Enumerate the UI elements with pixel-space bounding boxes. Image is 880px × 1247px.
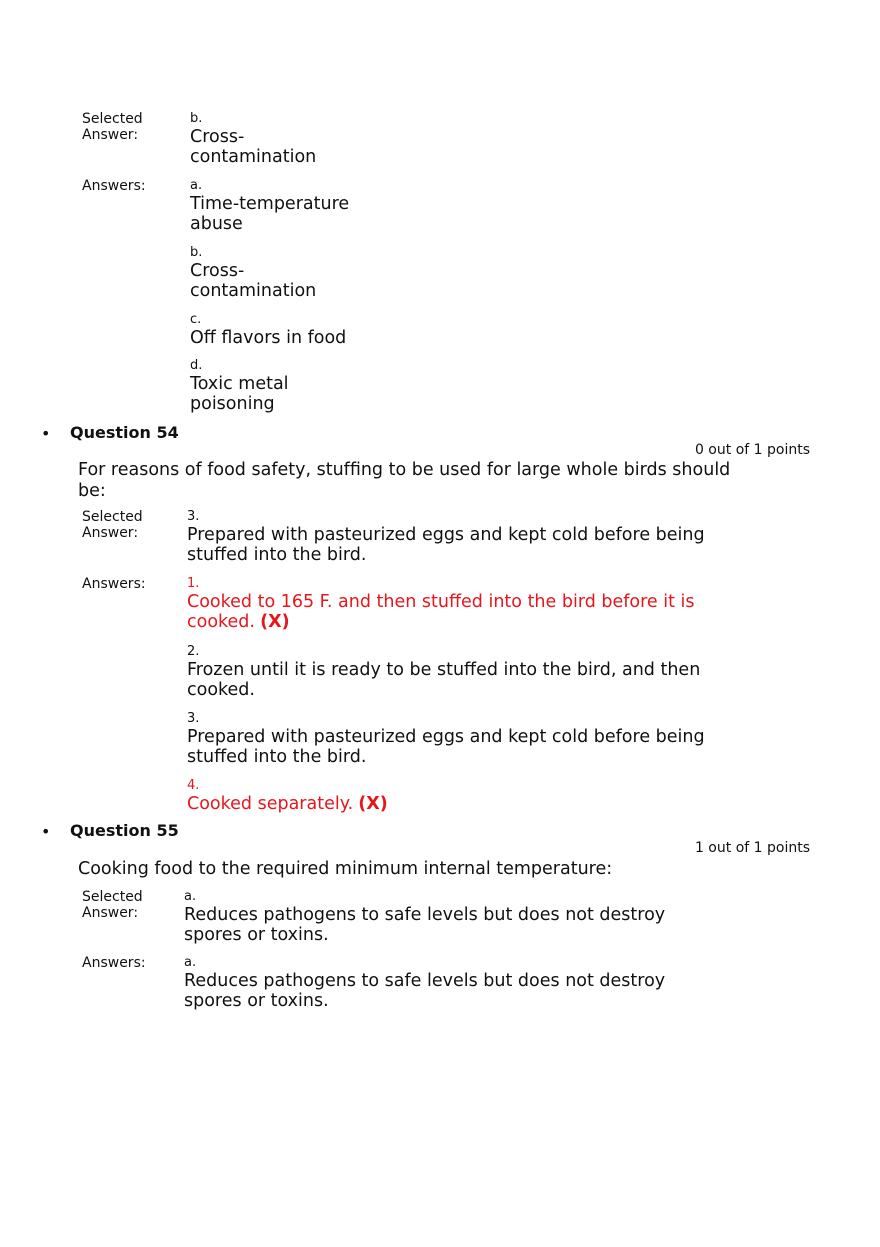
option-letter: d.: [190, 358, 203, 373]
option-text: Prepared with pasteurized eggs and kept cold before being stuffed into the bird.: [187, 525, 705, 565]
answers-label: Answers:: [82, 576, 146, 592]
answer-option-c: [190, 312, 390, 348]
option-text: Frozen until it is ready to be stuffed into the bird, and then cooked.: [187, 660, 701, 700]
option-letter: 2.: [187, 644, 200, 659]
answer-option-2: [187, 644, 727, 700]
question-54-title: Question 54: [70, 423, 179, 442]
answers-label: Answers:: [82, 955, 146, 971]
option-text: Cross-contamination: [190, 127, 317, 167]
option-text: Prepared with pasteurized eggs and kept cold before being stuffed into the bird.: [187, 727, 705, 767]
option-letter: 1.: [187, 576, 200, 591]
answer-option-4: [187, 778, 727, 814]
answer-option-3: [187, 711, 727, 767]
answer-option-a: [190, 178, 350, 234]
option-text: Reduces pathogens to safe levels but does not destroy spores or toxins.: [184, 905, 666, 945]
selected-answer-label: Selected Answer:: [82, 889, 143, 921]
selected-answer: [190, 111, 350, 167]
option-letter: b.: [190, 111, 203, 126]
option-text: Off flavors in food: [190, 328, 347, 348]
answers-label: Answers:: [82, 178, 146, 194]
option-text: Time-temperature abuse: [190, 194, 350, 234]
question-55-text: Cooking food to the required minimum internal temperature:: [78, 859, 613, 879]
selected-answer-label: Selected Answer:: [82, 111, 143, 143]
option-letter: 4.: [187, 778, 200, 793]
correct-mark: (X): [358, 794, 388, 814]
selected-answer: [187, 509, 727, 565]
question-54-text: For reasons of food safety, stufﬁng to be used for large whole birds should be:: [78, 460, 731, 501]
option-letter: c.: [190, 312, 202, 327]
answer-option-d: [190, 358, 330, 414]
bullet-icon: •: [41, 424, 51, 443]
answer-option-b: [190, 245, 350, 301]
selected-answer-label: Selected Answer:: [82, 509, 143, 541]
option-letter: 3.: [187, 711, 200, 726]
answer-option-a: [184, 955, 684, 1011]
option-letter: b.: [190, 245, 203, 260]
correct-mark: (X): [260, 612, 290, 632]
option-text: Reduces pathogens to safe levels but does not destroy spores or toxins.: [184, 971, 666, 1011]
option-letter: a.: [184, 889, 197, 904]
option-letter: 3.: [187, 509, 200, 524]
selected-answer: [184, 889, 684, 945]
question-55-title: Question 55: [70, 821, 179, 840]
option-text: Cooked to 165 F. and then stuffed into the bird before it is cooked.: [187, 592, 695, 632]
option-text: Toxic metal poisoning: [190, 374, 289, 414]
option-text: Cross-contamination: [190, 261, 317, 301]
option-letter: a.: [190, 178, 203, 193]
option-letter: a.: [184, 955, 197, 970]
question-54-points: 0 out of 1 points: [694, 442, 810, 458]
answer-option-1: [187, 576, 727, 632]
bullet-icon: •: [41, 822, 51, 841]
question-55-points: 1 out of 1 points: [694, 840, 810, 856]
option-text: Cooked separately.: [187, 794, 354, 814]
